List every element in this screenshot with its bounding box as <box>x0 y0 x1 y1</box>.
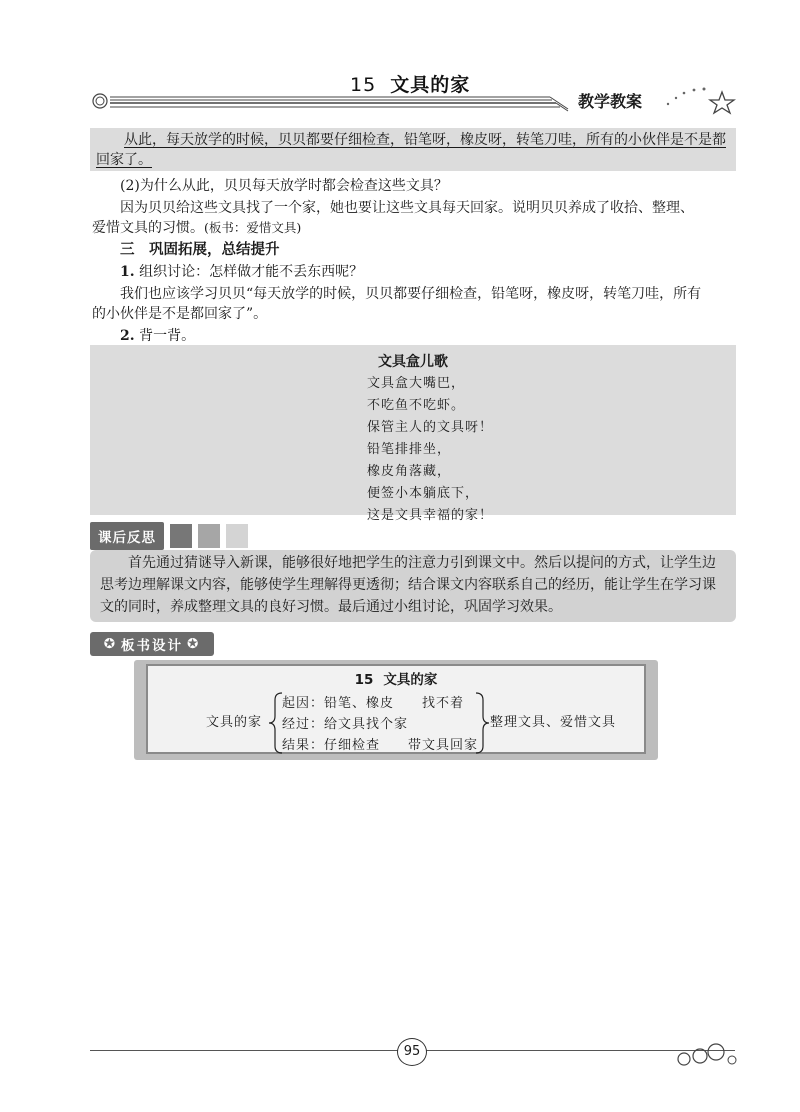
item-1-answer-line-1: 我们也应该学习贝贝“每天放学的时候，贝贝都要仔细检查，铅笔呀，橡皮呀，转笔刀哇，所有 <box>120 286 702 302</box>
reflection-box <box>90 550 736 622</box>
board-row-label: 结果： <box>282 738 325 753</box>
board-row-content: 铅笔、橡皮 找不着 <box>324 696 465 711</box>
board-left-label: 文具的家 <box>206 715 263 730</box>
board-note: (板书：爱惜文具) <box>204 220 302 235</box>
board-design-tag-label: 板书设计 <box>121 638 183 654</box>
board-row-label: 起因： <box>282 696 325 711</box>
poem-line: 不吃鱼不吃虾。 <box>367 398 466 413</box>
excerpt-box <box>90 128 736 171</box>
board-row-content: 给文具找个家 <box>324 717 409 732</box>
item-1-label: 1. <box>120 264 135 280</box>
board-row-result <box>282 734 478 753</box>
board-title-number: 15 <box>354 672 374 688</box>
poem-line: 文具盒大嘴巴， <box>367 376 466 391</box>
board-title <box>148 668 644 688</box>
board-row-label: 经过： <box>282 717 325 732</box>
star-icon: ✪ <box>187 636 201 652</box>
board-design <box>134 660 658 760</box>
poem-line: 保管主人的文具呀！ <box>367 420 494 435</box>
reflection-tag <box>90 522 248 550</box>
page-number: 95 <box>397 1038 427 1066</box>
item-1-answer-line-2: 的小伙伴是不是都回家了”。 <box>92 306 268 322</box>
reflection-text: 首先通过猜谜导入新课，能够很好地把学生的注意力引到课文中。然后以提问的方式，让学生边思考边理解课文内容，能够使学生理解得更透彻；结合课文内容联系自己的经历，能让学生在学习课文的同时，养成整理文具的良好习惯。最后通过小组讨论，巩固学习效果。 <box>100 555 716 615</box>
board-design-tag <box>90 632 214 656</box>
tag-square-mid <box>198 524 220 548</box>
question-2: (2)为什么从此，贝贝每天放学时都会检查这些文具？ <box>120 178 448 194</box>
bubbles-decoration-icon <box>670 1040 740 1068</box>
star-icon: ✪ <box>103 636 117 652</box>
board-title-text: 文具的家 <box>383 672 438 688</box>
poem-line: 铅笔排排坐， <box>367 442 452 457</box>
answer-2-line-2 <box>92 218 742 238</box>
lesson-number: 15 <box>350 74 377 96</box>
board-row-process <box>282 713 408 732</box>
section-3-heading: 三 巩固拓展，总结提升 <box>120 242 280 258</box>
item-2-text: 背一背。 <box>139 328 196 344</box>
board-row-content: 仔细检查 带文具回家 <box>324 738 479 753</box>
section-label: 教学教案 <box>578 92 643 111</box>
lesson-title-text: 文具的家 <box>390 74 471 96</box>
poem-line: 便签小本躺底下， <box>367 486 480 501</box>
stars-decoration-icon <box>664 82 736 116</box>
poem-title: 文具盒儿歌 <box>378 354 448 370</box>
right-brace-icon <box>474 692 490 754</box>
poem-line: 这是文具幸福的家！ <box>367 508 494 523</box>
item-2 <box>92 326 742 346</box>
header-rule-decoration <box>90 93 570 113</box>
item-2-label: 2. <box>120 328 135 344</box>
item-1 <box>92 262 742 282</box>
reflection-tag-label: 课后反思 <box>90 522 164 550</box>
board-row-cause <box>282 692 464 711</box>
answer-2-line-2-text: 爱惜文具的习惯。 <box>92 220 204 236</box>
item-1-text: 组织讨论：怎样做才能不丢东西呢？ <box>139 264 364 280</box>
tag-square-dark <box>170 524 192 548</box>
tag-square-light <box>226 524 248 548</box>
answer-2-line-1: 因为贝贝给这些文具找了一个家，她也要让这些文具每天回家。说明贝贝养成了收拾、整理、 <box>120 200 694 216</box>
poem-line: 橡皮角落藏， <box>367 464 452 479</box>
poem-box <box>90 345 736 523</box>
board-panel <box>146 664 646 754</box>
excerpt-text: 从此，每天放学的时候，贝贝都要仔细检查，铅笔呀，橡皮呀，转笔刀哇，所有的小伙伴是不是都回家了。 <box>96 132 726 168</box>
board-right-label: 整理文具、爱惜文具 <box>490 715 617 730</box>
